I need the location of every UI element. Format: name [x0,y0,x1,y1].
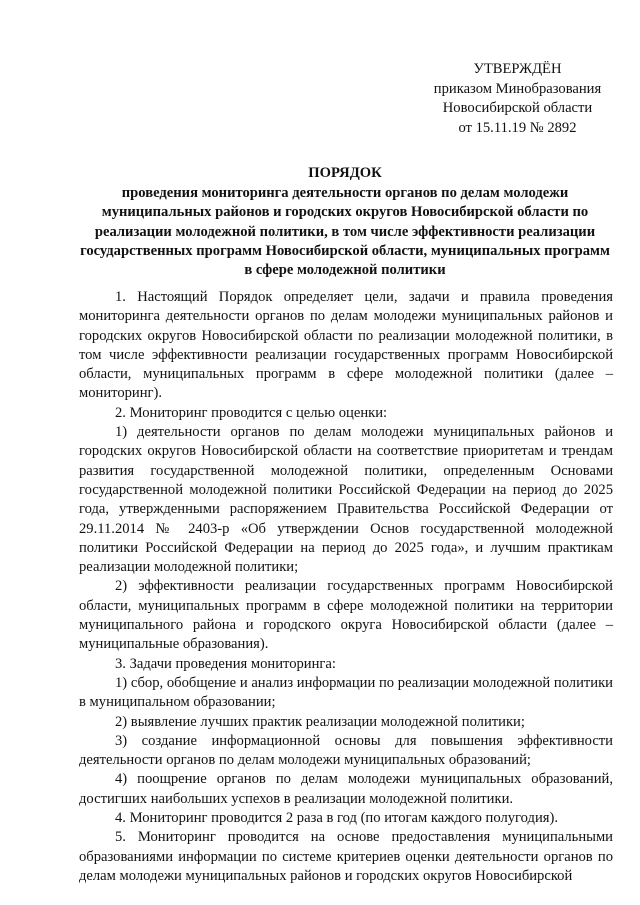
paragraph-2-item-2: 2) эффективности реализации государственных программ Новосибирской области, муниципальных программ в сфере молодежной политики на территории муниципального района и городского округа Новосибирской области (далее – муниципальные образования). [79,578,613,653]
paragraph-3-item-1: 1) сбор, обобщение и анализ информации по реализации молодежной политики в муниципальном образовании; [79,674,613,711]
paragraph-3-item-2: 2) выявление лучших практик реализации молодежной политики; [115,713,525,730]
paragraph-3-item-3: 3) создание информационной основы для повышения эффективности деятельности органов по делам молодежи муниципальных образований; [79,732,613,769]
approval-block [405,60,630,138]
approval-heading: УТВЕРЖДЁН [473,61,562,77]
paragraph-2-item-1: 1) деятельности органов по делам молодежи муниципальных районов и городских округов Новосибирской области на соответствие приоритетам и трендам развития государственной молодежной политики, определенным Основами государственной молодежной политики Российской Федерации на период до 2025 года, утвержденными распоряжением Правительства Российской Федерации от 29.11.2014 № 2403-р «Об утверждении Основ государственной молодежной политики Российской Федерации на период до 2025 года», и лучшим практикам реализации молодежной политики; [79,424,613,576]
paragraph-1: 1. Настоящий Порядок определяет цели, задачи и правила проведения мониторинга деятельности органов по делам молодежи муниципальных районов и городских округов Новосибирской области по реализации молодежной политики, в том числе эффективности реализации государственных программ Новосибирской области, муниципальных программ в сфере молодежной политики (далее – мониторинг). [79,289,613,402]
paragraph-4: 4. Мониторинг проводится 2 раза в год (по итогам каждого полугодия). [115,810,558,827]
paragraph-5: 5. Мониторинг проводится на основе предоставления муниципальными образованиями информации по системе критериев оценки деятельности органов по делам молодежи муниципальных районов и городских округов Новосибирской [79,829,613,884]
document-title-main: ПОРЯДОК [308,165,382,181]
paragraph-2: 2. Мониторинг проводится с целью оценки: [115,404,388,421]
paragraph-3-item-4: 4) поощрение органов по делам молодежи муниципальных образований, достигших наибольших успехов в реализации молодежной политики. [79,771,613,807]
document-body [79,288,613,886]
approval-region: Новосибирской области [442,100,593,116]
approval-date-number: от 15.11.19 № 2892 [458,119,577,136]
paragraph-3: 3. Задачи проведения мониторинга: [115,655,336,672]
document-title-subtitle: проведения мониторинга деятельности органов по делам молодежи муниципальных районов и городских округов Новосибирской области по реализации молодежной политики, в том числе эффективности реализации государственных программ Новосибирской области, муниципальных программ в сфере молодежной политики [80,185,610,279]
approval-order: приказом Минобразования [433,80,602,97]
document-title [78,164,612,280]
